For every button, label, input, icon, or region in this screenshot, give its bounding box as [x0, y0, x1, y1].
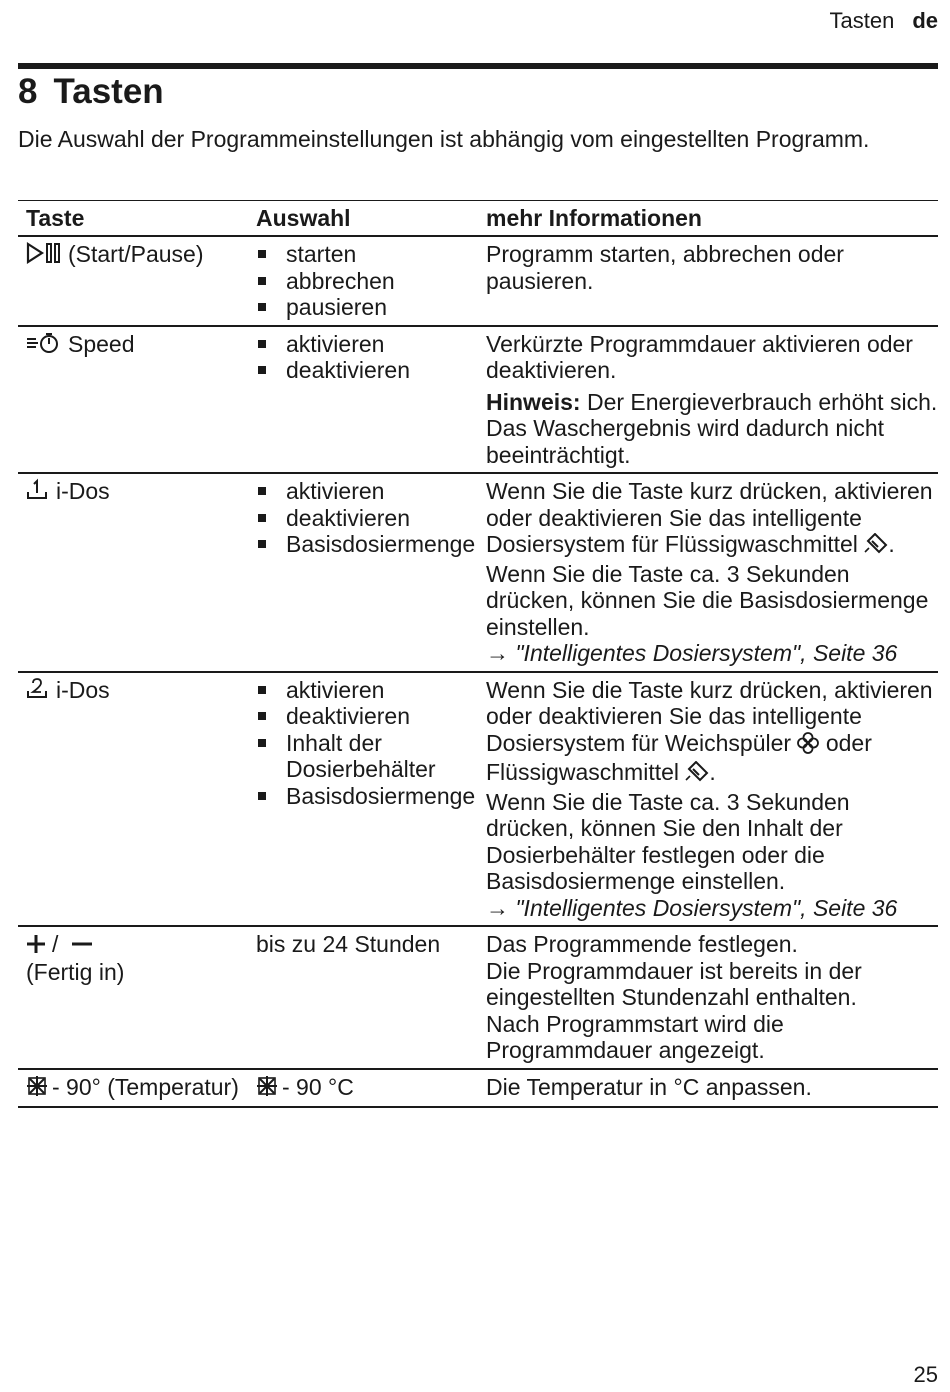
softener-flower-icon — [797, 732, 819, 760]
info-text: Das Programmende festlegen. — [486, 931, 798, 957]
table-row — [18, 473, 938, 672]
options-cell — [256, 672, 486, 927]
minus-icon — [71, 933, 93, 960]
top-rule — [18, 63, 938, 69]
list-item: pausieren — [256, 294, 486, 321]
options-cell — [256, 473, 486, 672]
list-item: deaktivieren — [256, 703, 486, 730]
info-cell — [486, 926, 938, 1069]
info-text: Wenn Sie die Taste kurz drücken, aktivieren oder deaktivieren Sie das intelligente Dosiersystem für Weichspüler oder Flüssigwaschmittel . — [486, 677, 938, 789]
idos-1-icon — [26, 478, 50, 508]
table-row — [18, 236, 938, 326]
info-text-a2: oder Flüssigwaschmittel — [486, 729, 872, 785]
cross-reference: → "Intelligentes Dosiersystem", Seite 36 — [486, 640, 898, 666]
page-number: 25 — [913, 1362, 938, 1387]
note-text: Der Energieverbrauch erhöht sich. Das Waschergebnis wird dadurch nicht beeinträchtigt. — [486, 388, 938, 468]
table-row — [18, 926, 938, 1069]
option-text: - 90 °C — [282, 1073, 354, 1100]
table-row — [18, 1069, 938, 1108]
key-cell — [18, 926, 256, 1069]
info-text: Nach Programmstart wird die Programmdauer angezeigt. — [486, 1010, 784, 1063]
key-cell — [18, 672, 256, 927]
buttons-table — [18, 200, 938, 1108]
info-text: Die Programmdauer ist bereits in der eingestellten Stundenzahl enthalten. — [486, 957, 862, 1010]
running-header — [829, 8, 938, 34]
detergent-bottle-icon — [685, 761, 709, 789]
list-item: starten — [256, 241, 486, 268]
key-label: - 90° (Temperatur) — [52, 1073, 239, 1100]
chapter-number: 8 — [18, 72, 38, 111]
list-item: Inhalt der Dosierbehälter — [256, 730, 486, 783]
list-item: aktivieren — [256, 677, 486, 704]
info-text: Wenn Sie die Taste ca. 3 Sekunden drücken, können Sie die Basisdosiermenge einstellen. — [486, 560, 929, 640]
plus-icon — [26, 933, 46, 960]
note — [486, 389, 938, 469]
info-text: Die Temperatur in °C anpassen. — [486, 1073, 812, 1100]
info-text: Wenn Sie die Taste kurz drücken, aktivieren oder deaktivieren Sie das intelligente Dosiersystem für Flüssigwaschmittel . — [486, 478, 938, 561]
info-text-a: Wenn Sie die Taste kurz drücken, aktivieren oder deaktivieren Sie das intelligente Dosiersystem für Weichspüler — [486, 676, 933, 756]
key-cell — [18, 1069, 256, 1108]
options-cell — [256, 326, 486, 474]
info-text: Verkürzte Programmdauer aktivieren oder deaktivieren. — [486, 330, 913, 383]
buttons-table-wrapper — [18, 200, 938, 1108]
info-cell — [486, 1069, 938, 1108]
key-cell — [18, 473, 256, 672]
info-text: Programm starten, abbrechen oder pausieren. — [486, 241, 844, 294]
idos-2-icon — [26, 677, 50, 707]
info-cell — [486, 672, 938, 927]
header-mehr-informationen: mehr Informationen — [486, 201, 938, 237]
table-header-row — [18, 201, 938, 237]
list-item: abbrechen — [256, 268, 486, 295]
options-cell — [256, 926, 486, 1069]
key-label: Speed — [68, 330, 135, 357]
key-cell — [18, 326, 256, 474]
key-label: i-Dos — [56, 478, 110, 504]
list-item: Basisdosiermenge — [256, 531, 486, 558]
note-label: Hinweis: — [486, 388, 581, 415]
running-header-section: Tasten — [829, 8, 895, 33]
list-item: aktivieren — [256, 331, 486, 358]
chapter-title — [18, 70, 164, 114]
chapter-title-text: Tasten — [53, 72, 164, 111]
list-item: deaktivieren — [256, 505, 486, 532]
cold-icon — [256, 1075, 278, 1103]
info-cell — [486, 473, 938, 672]
info-cell — [486, 326, 938, 474]
key-label: (Fertig in) — [26, 959, 125, 986]
info-text-a: Wenn Sie die Taste kurz drücken, aktivieren oder deaktivieren Sie das intelligente Dosiersystem für Flüssigwaschmittel — [486, 478, 933, 557]
detergent-bottle-icon — [864, 533, 888, 561]
header-auswahl: Auswahl — [256, 201, 486, 237]
header-taste: Taste — [18, 201, 256, 237]
options-cell — [256, 236, 486, 326]
key-label: i-Dos — [56, 676, 110, 703]
cold-icon — [26, 1075, 48, 1103]
start-pause-icon — [26, 242, 62, 270]
list-item: Basisdosiermenge — [256, 783, 486, 810]
info-cell — [486, 236, 938, 326]
intro-paragraph: Die Auswahl der Programmeinstellungen ist abhängig vom eingestellten Programm. — [18, 126, 870, 152]
running-header-language: de — [912, 8, 938, 33]
key-separator: / — [52, 931, 59, 957]
info-text: Wenn Sie die Taste ca. 3 Sekunden drücken, können Sie den Inhalt der Dosierbehälter festlegen oder die Basisdosiermenge einstellen. — [486, 788, 850, 894]
key-label: (Start/Pause) — [68, 241, 204, 267]
list-item: deaktivieren — [256, 357, 486, 384]
option-text: bis zu 24 Stunden — [256, 931, 441, 957]
speed-icon — [26, 332, 62, 360]
table-row — [18, 326, 938, 474]
table-row — [18, 672, 938, 927]
list-item: aktivieren — [256, 478, 486, 505]
options-cell — [256, 1069, 486, 1108]
cross-reference: → "Intelligentes Dosiersystem", Seite 36 — [486, 894, 898, 921]
key-cell — [18, 236, 256, 326]
